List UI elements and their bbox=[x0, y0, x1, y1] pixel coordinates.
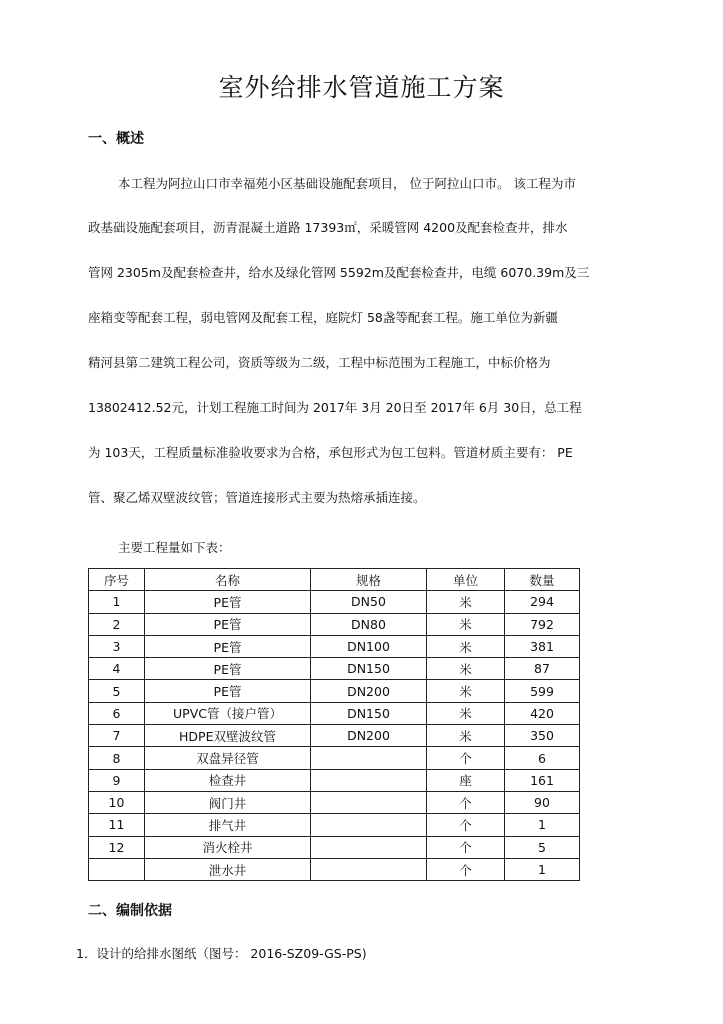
table-row bbox=[89, 836, 580, 858]
cell-index: 11 bbox=[89, 814, 145, 836]
paragraph-line: 为 103天，工程质量标准验收要求为合格，承包形式为包工包料。管道材质主要有： PE bbox=[88, 445, 573, 460]
cell-index: 3 bbox=[89, 635, 145, 657]
cell-unit: 个 bbox=[427, 791, 505, 813]
cell-quantity: 381 bbox=[505, 635, 580, 657]
cell-name: PE管 bbox=[145, 613, 311, 635]
paragraph-line: 精河县第二建筑工程公司，资质等级为二级，工程中标范围为工程施工，中标价格为 bbox=[88, 355, 551, 370]
column-header-index: 序号 bbox=[89, 569, 145, 591]
cell-quantity: 5 bbox=[505, 836, 580, 858]
cell-unit: 个 bbox=[427, 858, 505, 880]
column-header-name: 名称 bbox=[145, 569, 311, 591]
cell-spec bbox=[311, 858, 427, 880]
cell-name: PE管 bbox=[145, 591, 311, 613]
cell-spec: DN150 bbox=[311, 658, 427, 680]
paragraph-line: 本工程为阿拉山口市幸福苑小区基础设施配套项目， 位于阿拉山口市。 该工程为市 bbox=[118, 176, 576, 191]
cell-index: 5 bbox=[89, 680, 145, 702]
cell-quantity: 599 bbox=[505, 680, 580, 702]
cell-name: PE管 bbox=[145, 680, 311, 702]
cell-unit: 个 bbox=[427, 814, 505, 836]
cell-name: HDPE双壁波纹管 bbox=[145, 725, 311, 747]
table-row bbox=[89, 658, 580, 680]
cell-name: 阀门井 bbox=[145, 791, 311, 813]
cell-unit: 座 bbox=[427, 769, 505, 791]
cell-quantity: 161 bbox=[505, 769, 580, 791]
cell-name: 泄水井 bbox=[145, 858, 311, 880]
cell-spec bbox=[311, 791, 427, 813]
cell-spec: DN80 bbox=[311, 613, 427, 635]
column-header-spec: 规格 bbox=[311, 569, 427, 591]
table-row bbox=[89, 680, 580, 702]
table-header-row bbox=[89, 569, 580, 591]
table-row bbox=[89, 613, 580, 635]
table-row bbox=[89, 814, 580, 836]
cell-unit: 米 bbox=[427, 613, 505, 635]
cell-spec: DN150 bbox=[311, 702, 427, 724]
cell-index: 8 bbox=[89, 747, 145, 769]
cell-spec bbox=[311, 747, 427, 769]
cell-spec bbox=[311, 769, 427, 791]
column-header-quantity: 数量 bbox=[505, 569, 580, 591]
cell-index: 6 bbox=[89, 702, 145, 724]
cell-unit: 个 bbox=[427, 836, 505, 858]
cell-index: 9 bbox=[89, 769, 145, 791]
cell-unit: 米 bbox=[427, 680, 505, 702]
table-row bbox=[89, 725, 580, 747]
cell-index: 7 bbox=[89, 725, 145, 747]
cell-name: 排气井 bbox=[145, 814, 311, 836]
cell-index: 1 bbox=[89, 591, 145, 613]
cell-unit: 米 bbox=[427, 658, 505, 680]
cell-spec bbox=[311, 836, 427, 858]
table-caption: 主要工程量如下表： bbox=[118, 540, 231, 555]
cell-quantity: 1 bbox=[505, 858, 580, 880]
cell-index: 10 bbox=[89, 791, 145, 813]
cell-name: 消火栓井 bbox=[145, 836, 311, 858]
cell-unit: 个 bbox=[427, 747, 505, 769]
table-row bbox=[89, 747, 580, 769]
cell-spec: DN100 bbox=[311, 635, 427, 657]
cell-index bbox=[89, 858, 145, 880]
cell-quantity: 90 bbox=[505, 791, 580, 813]
table-row bbox=[89, 769, 580, 791]
cell-index: 4 bbox=[89, 658, 145, 680]
section-heading-basis: 二、编制依据 bbox=[88, 903, 172, 919]
cell-quantity: 1 bbox=[505, 814, 580, 836]
cell-spec: DN200 bbox=[311, 725, 427, 747]
cell-quantity: 87 bbox=[505, 658, 580, 680]
section-heading-overview: 一、概述 bbox=[88, 131, 144, 147]
cell-unit: 米 bbox=[427, 635, 505, 657]
cell-quantity: 294 bbox=[505, 591, 580, 613]
table-row bbox=[89, 702, 580, 724]
cell-quantity: 350 bbox=[505, 725, 580, 747]
cell-name: 双盘异径管 bbox=[145, 747, 311, 769]
basis-item: 1．设计的给排水图纸（图号： 2016-SZ09-GS-PS) bbox=[76, 946, 367, 961]
cell-quantity: 6 bbox=[505, 747, 580, 769]
cell-spec bbox=[311, 814, 427, 836]
column-header-unit: 单位 bbox=[427, 569, 505, 591]
cell-name: PE管 bbox=[145, 658, 311, 680]
paragraph-line: 政基础设施配套项目，沥青混凝土道路 17393㎡，采暖管网 4200及配套检查井，排水 bbox=[88, 220, 568, 235]
cell-quantity: 792 bbox=[505, 613, 580, 635]
paragraph-line: 座箱变等配套工程，弱电管网及配套工程，庭院灯 58盏等配套工程。施工单位为新疆 bbox=[88, 310, 558, 325]
quantity-table bbox=[88, 568, 580, 881]
paragraph-line: 管网 2305m及配套检查井，给水及绿化管网 5592m及配套检查井，电缆 6070.39m及三 bbox=[88, 265, 590, 280]
table-row bbox=[89, 858, 580, 880]
cell-index: 2 bbox=[89, 613, 145, 635]
cell-unit: 米 bbox=[427, 591, 505, 613]
cell-name: UPVC管（接户管） bbox=[145, 702, 311, 724]
paragraph-line: 管、聚乙烯双壁波纹管；管道连接形式主要为热熔承插连接。 bbox=[88, 490, 426, 505]
cell-name: PE管 bbox=[145, 635, 311, 657]
cell-quantity: 420 bbox=[505, 702, 580, 724]
cell-spec: DN200 bbox=[311, 680, 427, 702]
cell-unit: 米 bbox=[427, 725, 505, 747]
table-row bbox=[89, 791, 580, 813]
cell-unit: 米 bbox=[427, 702, 505, 724]
cell-index: 12 bbox=[89, 836, 145, 858]
table-row bbox=[89, 591, 580, 613]
cell-spec: DN50 bbox=[311, 591, 427, 613]
table-row bbox=[89, 635, 580, 657]
paragraph-line: 13802412.52元，计划工程施工时间为 2017年 3月 20日至 2017年 6月 30日，总工程 bbox=[88, 400, 582, 415]
document-title: 室外给排水管道施工方案 bbox=[218, 73, 505, 102]
cell-name: 检查井 bbox=[145, 769, 311, 791]
